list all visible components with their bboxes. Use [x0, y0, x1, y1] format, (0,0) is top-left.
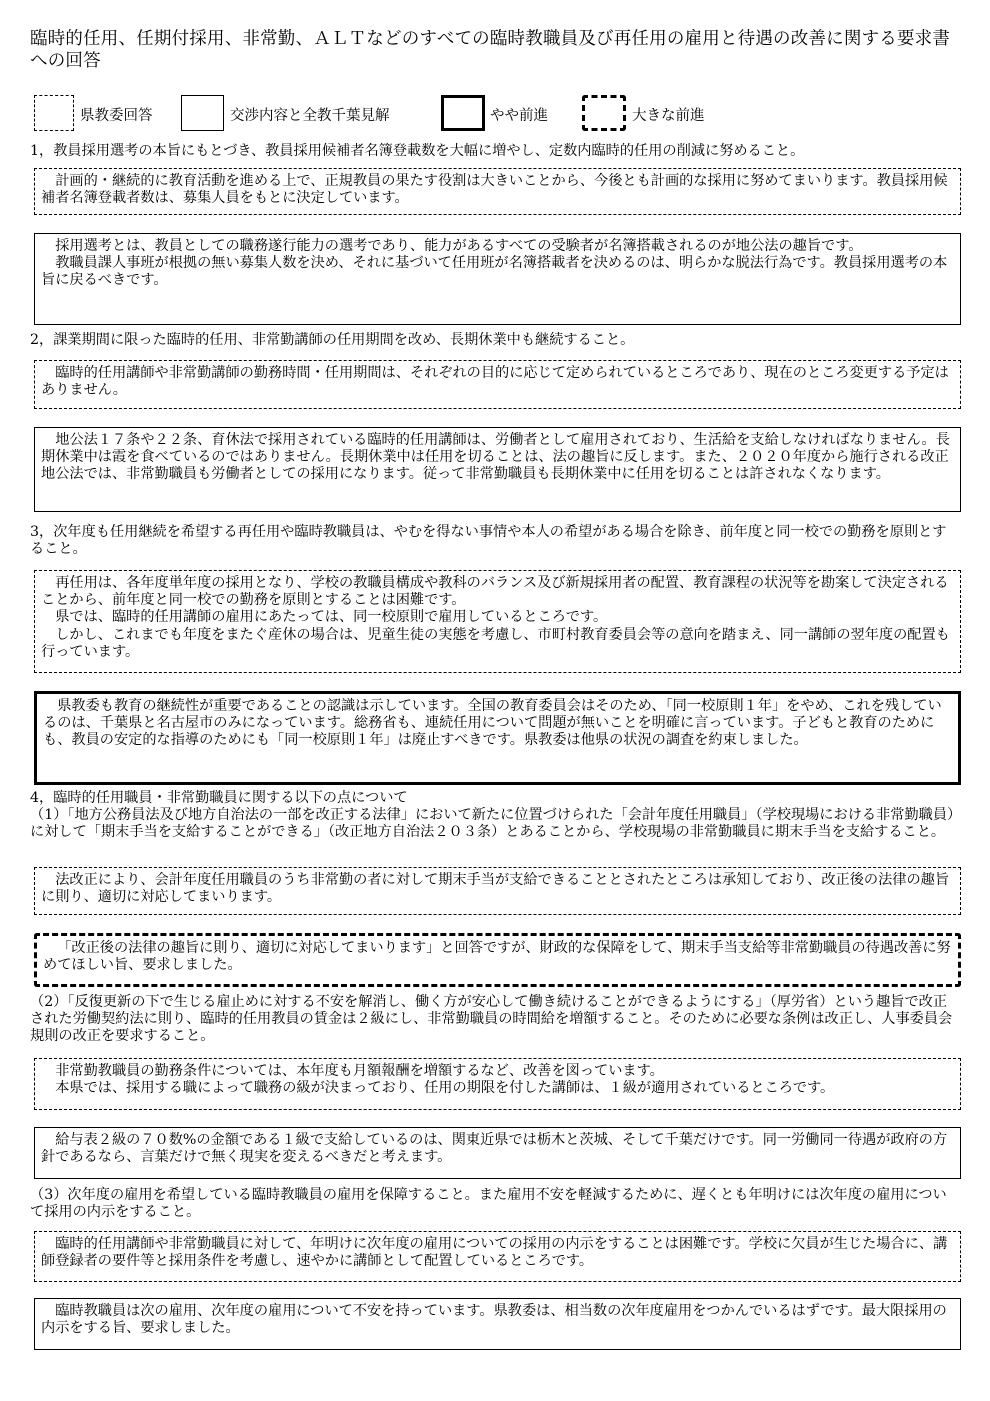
- legend-label-negotiation: 交渉内容と全教千葉見解: [230, 108, 390, 124]
- reply-box-4-2: [34, 1058, 961, 1110]
- reply-4-2-text-a: 非常勤教職員の勤務条件については、本年度も月額報酬を増額するなど、改善を図っています。: [55, 1063, 664, 1079]
- reply-box-1: [34, 168, 961, 215]
- reply-box-2: [34, 360, 961, 409]
- legend-thick-box: [441, 95, 485, 131]
- negotiation-1-text-b: 教職員課人事班が根拠の無い募集人数を決め、それに基づいて任用班が名簿搭載者を決めるのは、明らかな脱法行為です。教員採用選考の本旨に戻るべきです。: [41, 255, 948, 289]
- negotiation-4-2-text: 給与表２級の７０数%の金額である１級で支給しているのは、関東近県では栃木と茨城、そして千葉だけです。同一労働同一待遇が政府の方針であるなら、言葉だけで無く現実を変えるべきだと考えます。: [41, 1132, 948, 1166]
- negotiation-box-1: [34, 233, 961, 325]
- legend-label-slight-progress: やや前進: [490, 108, 548, 124]
- legend-label-major-progress: 大きな前進: [632, 108, 705, 124]
- reply-3-text-c: しかし、これまでも年度をまたぐ産休の場合は、児童生徒の実態を考慮し、市町村教育委員会等の意向を踏まえ、同一講師の翌年度の配置も行っています。: [41, 626, 950, 660]
- negotiation-box-2: [34, 427, 961, 512]
- reply-box-4-3: [34, 1231, 961, 1282]
- reply-1-text: 計画的・継続的に教育活動を進める上で、正規教員の果たす役割は大きいことから、今後とも計画的な採用に努めてまいります。教員採用候補者名簿登載者数は、募集人員をもとに決定しています。: [41, 173, 948, 207]
- demand-4-2: （2）「反復更新の下で生じる雇止めに対する不安を解消し、働く方が安心して働き続けることができるようにする」（厚労省）という趣旨で改正された労働契約法に則り、臨時的任用教員の賃金は２級にし、非常勤職員の時間給を増額すること。そのために必要な条例は改正し、人事委員会規則の改正を要求すること。: [30, 994, 953, 1045]
- reply-box-4-1: [34, 867, 961, 915]
- negotiation-4-1-text: 「改正後の法律の趣旨に則り、適切に対応してまいります」と回答ですが、財政的な保障をして、期末手当支給等非常勤職員の待遇改善に努めてほしい旨、要求しました。: [43, 940, 951, 974]
- demand-4-3: （3）次年度の雇用を希望している臨時教職員の雇用を保障すること。また雇用不安を軽減するために、遅くとも年明けには次年度の雇用について採用の内示をすること。: [30, 1187, 947, 1221]
- negotiation-1-text-a: 採用選考とは、教員としての職務遂行能力の選考であり、能力があるすべての受験者が名簿搭載されるのが地公法の趣旨です。: [55, 238, 863, 254]
- negotiation-3-text: 県教委も教育の継続性が重要であることの認識は示しています。全国の教育委員会はそのため、「同一校原則１年」をやめ、これを残しているのは、千葉県と名古屋市のみになっています。総務省も、連続任用について問題が無いことを明確に言っています。子どもと教育のためにも、教員の安定的な指導のためにも「同一校原則１年」は廃止すべきです。県教委は他県の状況の調査を約束しました。: [43, 698, 942, 749]
- demand-4: 4，臨時的任用職員・非常勤職員に関する以下の点について: [30, 790, 408, 806]
- reply-4-3-text: 臨時的任用講師や非常勤職員に対して、年明けに次年度の雇用についての採用の内示をすることは困難です。学校に欠員が生じた場合に、講師登録者の要件等と採用条件を考慮し、速やかに講師として配置しているところです。: [41, 1236, 948, 1270]
- page-title: 臨時的任用、任期付採用、非常勤、ＡＬＴなどのすべての臨時教職員及び再任用の雇用と待遇の改善に関する要求書への回答: [30, 29, 951, 71]
- reply-3-text-a: 再任用は、各年度単年度の採用となり、学校の教職員構成や教科のバランス及び新規採用者の配置、教育課程の状況等を勘案して決定されることから、前年度と同一校での勤務を原則とすることは困難です。: [41, 575, 949, 609]
- major-progress-box-4-1: [34, 933, 961, 987]
- reply-box-3: [34, 570, 961, 673]
- legend-label-board-reply: 県教委回答: [80, 108, 153, 124]
- legend-solid-box: [181, 95, 224, 131]
- progress-box-3: [34, 691, 961, 785]
- demand-1: 1，教員採用選考の本旨にもとづき、教員採用候補者名簿登載数を大幅に増やし、定数内臨時的任用の削減に努めること。: [30, 143, 805, 159]
- negotiation-box-4-3: [34, 1298, 961, 1350]
- demand-3: 3，次年度も任用継続を希望する再任用や臨時教職員は、やむを得ない事情や本人の希望がある場合を除き、前年度と同一校での勤務を原則とすること。: [30, 524, 947, 558]
- negotiation-2-text: 地公法１７条や２２条、育休法で採用されている臨時的任用講師は、労働者として雇用されており、生活給を支給しなければなりません。長期休業中は霞を食べているのではありません。長期休業中は任用を切ることは、法の趣旨に反します。また、２０２０年度から施行される改正地公法では、非常勤職員も労働者としての採用になります。従って非常勤職員も長期休業中に任用を切ることは許されなくなります。: [41, 432, 950, 483]
- demand-2: 2，課業期間に限った臨時的任用、非常勤講師の任用期間を改め、長期休業中も継続すること。: [30, 332, 635, 348]
- demand-4-1: （1）「地方公務員法及び地方自治法の一部を改正する法律」において新たに位置づけられた「会計年度任用職員」（学校現場における非常勤職員）に対して「期末手当を支給することができる」（改正地方自治法２０３条）とあることから、学校現場の非常勤職員に期末手当を支給すること。: [30, 807, 955, 841]
- legend-wavy-box: [582, 95, 626, 131]
- legend-dashed-box: [34, 95, 74, 131]
- reply-4-2-text-b: 本県では、採用する職によって職務の級が決まっており、任用の期限を付した講師は、１級が適用されているところです。: [55, 1080, 835, 1097]
- reply-3-text-b: 県では、臨時的任用講師の雇用にあたっては、同一校原則で雇用しているところです。: [55, 609, 608, 626]
- reply-4-1-text: 法改正により、会計年度任用職員のうち非常勤の者に対して期末手当が支給できることとされたところは承知しており、改正後の法律の趣旨に則り、適切に対応してまいります。: [41, 872, 950, 906]
- reply-2-text: 臨時的任用講師や非常勤講師の勤務時間・任用期間は、それぞれの目的に応じて定められているところであり、現在のところ変更する予定はありません。: [41, 365, 949, 399]
- legend: [34, 95, 934, 135]
- negotiation-4-3-text: 臨時教職員は次の雇用、次年度の雇用について不安を持っています。県教委は、相当数の次年度雇用をつかんでいるはずです。最大限採用の内示をする旨、要求しました。: [41, 1303, 947, 1337]
- negotiation-box-4-2: [34, 1127, 961, 1179]
